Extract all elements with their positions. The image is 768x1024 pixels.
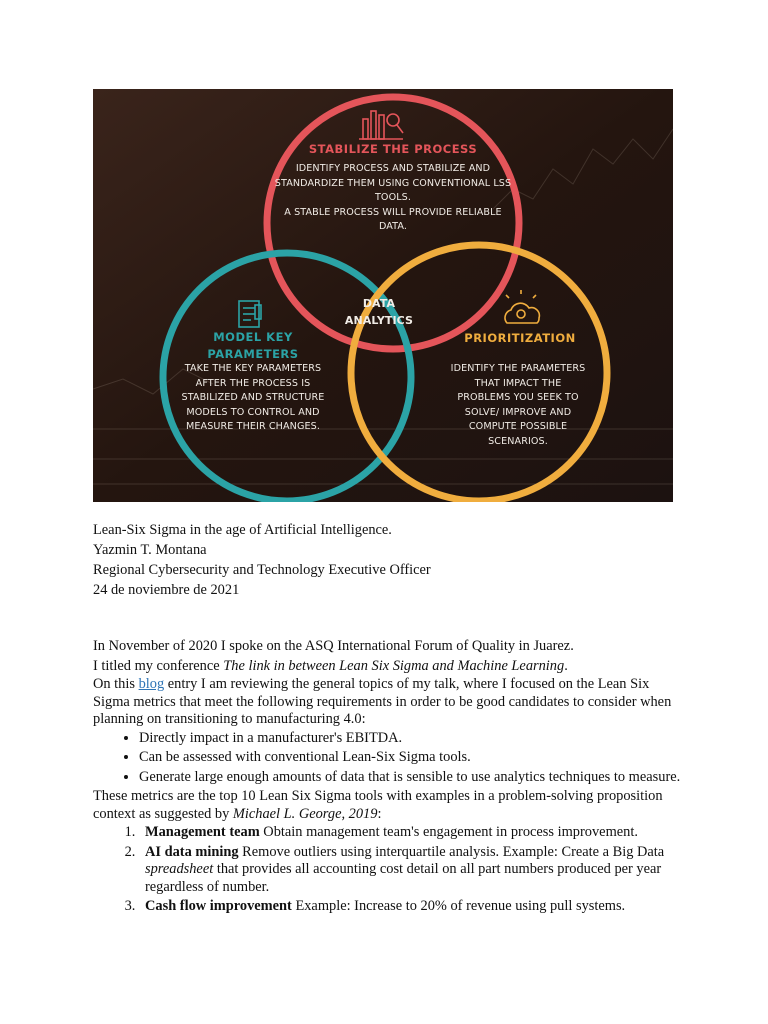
list-item: • Generate large enough amounts of data that is sensible to use analytics techniques to measure. <box>139 769 683 787</box>
item-heading: AI data mining <box>145 843 239 860</box>
paragraph-forum: In November of 2020 I spoke on the ASQ International Forum of Quality in Juarez. <box>93 638 574 654</box>
item-text: Obtain management team's engagement in process improvement. <box>259 824 638 840</box>
item-heading: Management team <box>145 824 260 840</box>
model-line: STABILIZED AND STRUCTURE <box>181 392 325 403</box>
blog-suffix: entry I am reviewing the general topics of my talk, where I focused on the Lean Six Sigma metrics that meet the following requirements in order to be good candidates to consider when planning on transitioning to manufacturing 4.0: <box>93 676 672 727</box>
prioritization-title: PRIORITIZATION <box>464 331 576 345</box>
blog-link[interactable]: blog <box>138 676 165 692</box>
item-text: Remove outliers using interquartile analysis. Example: Create a Big Data <box>238 843 665 860</box>
author-name: Yazmin T. Montana <box>93 542 207 558</box>
item-text: that provides all accounting cost detail on all part numbers produced per year regardless of number. <box>145 861 662 895</box>
model-title-line: PARAMETERS <box>207 347 299 361</box>
model-line: MODELS TO CONTROL AND <box>186 406 320 418</box>
article-meta <box>93 520 683 600</box>
stabilize-line: STANDARDIZE THEM USING CONVENTIONAL LSS <box>274 177 512 189</box>
prioritization-line: PROBLEMS YOU SEEK TO <box>457 392 579 403</box>
paragraph-blog <box>93 676 683 729</box>
blog-prefix: On this <box>93 676 139 692</box>
article-title: Lean-Six Sigma in the age of Artificial Intelligence. <box>93 522 392 538</box>
prioritization-line: COMPUTE POSSIBLE <box>468 421 568 432</box>
prioritization-line: SOLVE/ IMPROVE AND <box>464 406 572 418</box>
conference-prefix: I titled my conference <box>93 658 224 674</box>
list-item: • Directly impact in a manufacturer's EBITDA. <box>139 730 683 748</box>
article-content <box>93 636 683 916</box>
document-body <box>93 520 683 918</box>
article-date: 24 de noviembre de 2021 <box>93 582 240 598</box>
item-italic: spreadsheet <box>145 861 214 877</box>
model-description <box>173 362 333 435</box>
stabilize-line: TOOLS. <box>374 192 412 203</box>
citation: Michael L. George, 2019 <box>232 805 378 822</box>
stabilize-title: STABILIZE THE PROCESS <box>308 142 478 156</box>
prioritization-description <box>438 362 598 449</box>
conference-title: The link in between Lean Six Sigma and Machine Learning <box>223 658 565 674</box>
venn-diagram-figure <box>93 89 673 502</box>
stabilize-description <box>243 162 543 235</box>
model-line: AFTER THE PROCESS IS <box>195 377 311 389</box>
prioritization-line: IDENTIFY THE PARAMETERS <box>450 363 586 374</box>
stabilize-line: A STABLE PROCESS WILL PROVIDE RELIABLE <box>284 206 502 218</box>
model-line: MEASURE THEIR CHANGES. <box>186 421 320 432</box>
stabilize-line: IDENTIFY PROCESS AND STABILIZE AND <box>295 163 491 174</box>
paragraph-metrics <box>93 788 683 823</box>
prioritization-line: THAT IMPACT THE <box>474 377 562 389</box>
list-item <box>139 844 683 897</box>
data-analytics-label <box>333 295 425 329</box>
requirements-list <box>93 730 683 787</box>
data-analytics-line: ANALYTICS <box>344 314 414 327</box>
model-line: TAKE THE KEY PARAMETERS <box>184 363 322 374</box>
metrics-suffix: : <box>377 805 382 822</box>
conference-suffix: . <box>564 658 568 674</box>
item-text: Example: Increase to 20% of revenue using pull systems. <box>291 898 626 914</box>
prioritization-line: SCENARIOS. <box>488 435 548 447</box>
tools-list <box>93 824 683 916</box>
list-item <box>139 898 683 916</box>
item-heading: Cash flow improvement <box>145 898 292 914</box>
model-title <box>183 329 323 363</box>
stabilize-line: DATA. <box>378 221 408 232</box>
data-analytics-line: DATA <box>362 297 396 310</box>
metrics-prefix: These metrics are the top 10 Lean Six Sigma tools with examples in a problem-solving proposition context as suggested by <box>93 788 663 822</box>
author-role: Regional Cybersecurity and Technology Executive Officer <box>93 562 431 578</box>
paragraph-conference <box>93 656 683 676</box>
list-item <box>139 824 683 842</box>
model-title-line: MODEL KEY <box>213 330 293 344</box>
list-item: • Can be assessed with conventional Lean-Six Sigma tools. <box>139 749 683 767</box>
